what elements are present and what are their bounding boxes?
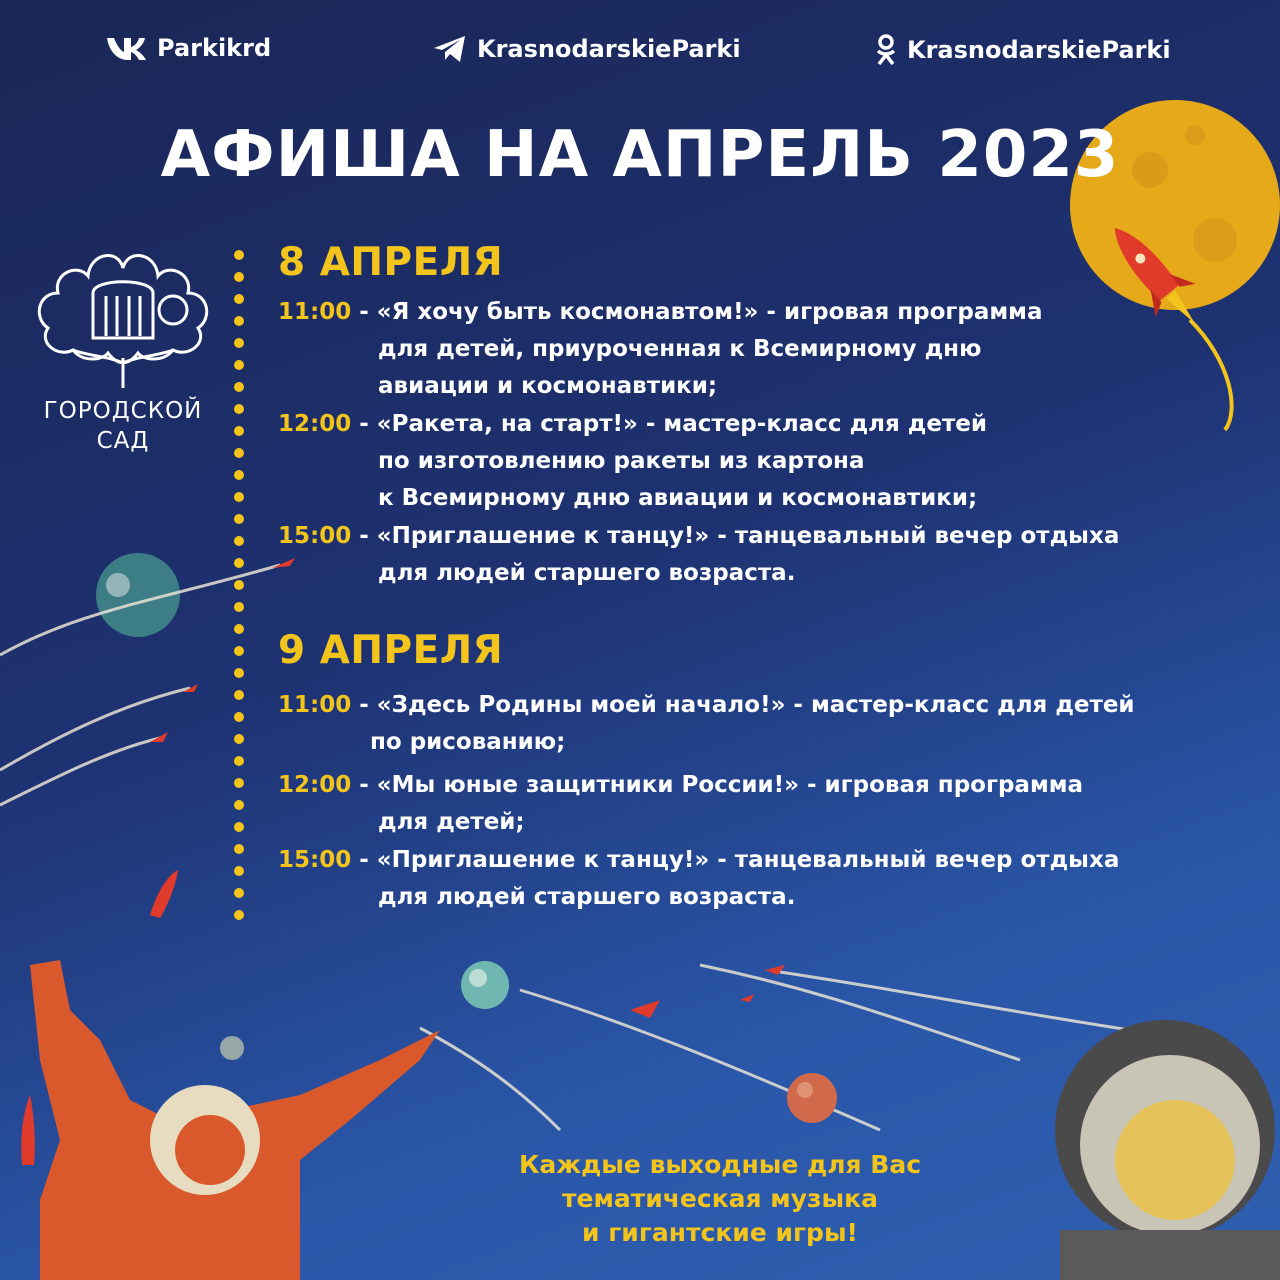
event-title: - «Приглашение к танцу!» - танцевальный вечер отдыха [351, 523, 1120, 549]
event-title: - «Мы юные защитники России!» - игровая программа [351, 772, 1084, 798]
social-vk-label: Parkikrd [157, 34, 272, 62]
event-description: для детей, приуроченная к Всемирному дню [378, 336, 982, 362]
social-telegram[interactable] [433, 34, 741, 64]
social-links [0, 34, 1280, 74]
event-description: по рисованию; [370, 729, 566, 755]
event-time: 12:00 [278, 411, 352, 437]
weekend-note [440, 1148, 1000, 1250]
event-time: 15:00 [278, 523, 352, 549]
event-description: для людей старшего возраста. [378, 884, 796, 910]
logo-text-line1: ГОРОДСКОЙ [43, 398, 203, 424]
event-item [278, 406, 1238, 517]
day-heading-2: 9 АПРЕЛЯ [278, 628, 504, 673]
weekend-note-line: Каждые выходные для Вас [518, 1150, 922, 1179]
tree-gazebo-icon [28, 238, 218, 398]
telegram-icon [433, 34, 467, 64]
event-item [278, 842, 1238, 916]
event-description: по изготовлению ракеты из картона [378, 448, 865, 474]
social-vk[interactable] [105, 34, 271, 62]
event-item [278, 767, 1238, 841]
astronaut-right-illustration [1055, 1020, 1280, 1280]
weekend-note-line: и гигантские игры! [582, 1218, 858, 1247]
social-odnoklassniki-label: KrasnodarskieParki [907, 36, 1171, 64]
event-description: для детей; [378, 809, 525, 835]
event-time: 12:00 [278, 772, 352, 798]
event-title: - «Здесь Родины моей начало!» - мастер-класс для детей [351, 692, 1135, 718]
event-item [278, 294, 1238, 405]
planet-illustration [96, 553, 244, 1060]
social-telegram-label: KrasnodarskieParki [477, 35, 741, 63]
logo-text-line2: САД [96, 428, 150, 454]
event-title: - «Я хочу быть космонавтом!» - игровая программа [351, 299, 1043, 325]
event-title: - «Ракета, на старт!» - мастер-класс для детей [351, 411, 987, 437]
vk-icon [105, 35, 147, 61]
page-title: АФИША НА АПРЕЛЬ 2023 [160, 118, 1120, 192]
odnoklassniki-icon [875, 34, 897, 66]
dotted-divider [233, 250, 245, 920]
gorodskoy-sad-logo [28, 238, 218, 478]
event-description: к Всемирному дню авиации и космонавтики; [378, 485, 978, 511]
event-item [278, 518, 1238, 592]
social-odnoklassniki[interactable] [875, 34, 1171, 66]
event-time: 15:00 [278, 847, 352, 873]
astronaut-left-illustration [30, 960, 440, 1280]
event-description: для людей старшего возраста. [378, 560, 796, 586]
event-title: - «Приглашение к танцу!» - танцевальный вечер отдыха [351, 847, 1120, 873]
event-time: 11:00 [278, 692, 352, 718]
event-time: 11:00 [278, 299, 352, 325]
weekend-note-line: тематическая музыка [562, 1184, 878, 1213]
event-item [278, 687, 1238, 761]
day-heading-1: 8 АПРЕЛЯ [278, 240, 504, 285]
event-description: авиации и космонавтики; [378, 373, 718, 399]
